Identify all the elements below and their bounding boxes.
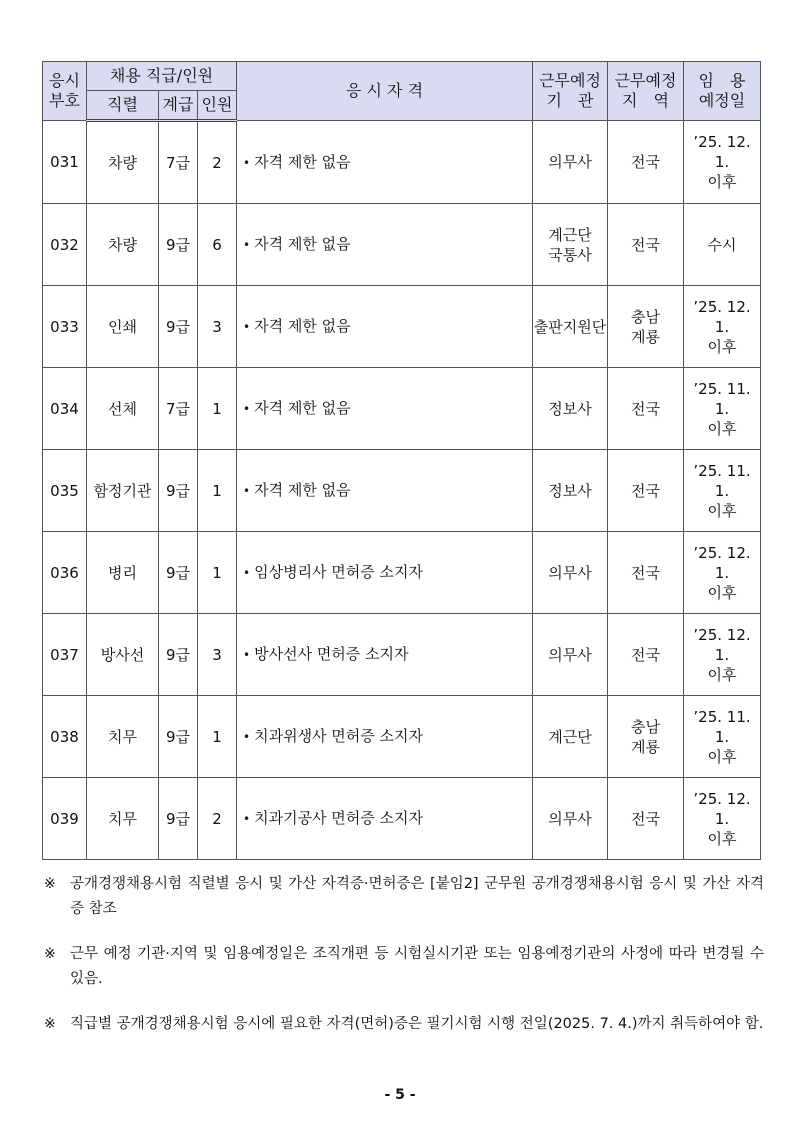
bullet-icon: •: [243, 566, 251, 580]
table-row: [43, 121, 761, 204]
grade-cell: 9급: [159, 204, 198, 286]
qualification-cell: [237, 286, 533, 368]
qualification-text: 방사선사 면허증 소지자: [254, 645, 409, 663]
note-text: 근무 예정 기관·지역 및 임용예정일은 조직개편 등 시험실시기관 또는 임용예정기관의 사정에 따라 변경될 수 있음.: [70, 946, 764, 987]
agency-cell: 의무사: [533, 778, 608, 860]
qualification-text: 자격 제한 없음: [254, 235, 351, 253]
grade-cell: 9급: [159, 286, 198, 368]
date-cell: ’25. 12. 1. 이후: [684, 286, 761, 368]
job-cell: 차량: [87, 121, 159, 204]
bullet-icon: •: [243, 155, 251, 170]
note-item: [44, 942, 764, 992]
agency-cell: 정보사: [533, 368, 608, 450]
table-row: [43, 532, 761, 614]
exam-no-cell: 038: [43, 696, 87, 778]
table-row: [43, 368, 761, 450]
exam-no-cell: 034: [43, 368, 87, 450]
agency-cell: 의무사: [533, 532, 608, 614]
region-cell: 전국: [608, 204, 684, 286]
grade-cell: 7급: [159, 121, 198, 204]
job-cell: 함정기관: [87, 450, 159, 532]
header-grade: 계급: [159, 91, 198, 121]
header-date: 임 용 예정일: [684, 62, 761, 121]
qualification-text: 자격 제한 없음: [254, 399, 351, 417]
recruitment-table: [42, 61, 761, 860]
job-cell: 병리: [87, 532, 159, 614]
bullet-icon: •: [243, 238, 251, 252]
exam-no-cell: 032: [43, 204, 87, 286]
bullet-icon: •: [243, 812, 251, 826]
qualification-text: 자격 제한 없음: [254, 152, 351, 171]
qualification-text: 치과위생사 면허증 소지자: [254, 727, 424, 745]
region-cell: 전국: [608, 614, 684, 696]
grade-cell: 9급: [159, 696, 198, 778]
count-cell: 1: [198, 696, 237, 778]
date-cell: ’25. 12. 1. 이후: [684, 614, 761, 696]
count-cell: 3: [198, 614, 237, 696]
job-cell: 치무: [87, 696, 159, 778]
table-row: [43, 778, 761, 860]
qualification-text: 치과기공사 면허증 소지자: [254, 809, 424, 827]
exam-no-cell: 031: [43, 121, 87, 204]
date-cell: ’25. 12. 1. 이후: [684, 532, 761, 614]
agency-cell: 계근단: [533, 696, 608, 778]
exam-no-cell: 033: [43, 286, 87, 368]
note-text: 직급별 공개경쟁채용시험 응시에 필요한 자격(면허)증은 필기시험 시행 전일(2025. 7. 4.)까지 취득하여야 함.: [70, 1016, 764, 1032]
exam-no-cell: 035: [43, 450, 87, 532]
count-cell: 1: [198, 368, 237, 450]
grade-cell: 7급: [159, 368, 198, 450]
exam-no-cell: 037: [43, 614, 87, 696]
grade-cell: 9급: [159, 532, 198, 614]
region-cell: 전국: [608, 532, 684, 614]
count-cell: 6: [198, 204, 237, 286]
grade-cell: 9급: [159, 778, 198, 860]
region-cell: 전국: [608, 368, 684, 450]
region-cell: 충남 계룡: [608, 696, 684, 778]
header-region: 근무예정 지 역: [608, 62, 684, 121]
qualification-text: 자격 제한 없음: [254, 481, 351, 499]
job-cell: 차량: [87, 204, 159, 286]
region-cell: 전국: [608, 778, 684, 860]
note-item: [44, 872, 764, 922]
job-cell: 인쇄: [87, 286, 159, 368]
bullet-icon: •: [243, 402, 251, 416]
note-mark: ※: [44, 1016, 56, 1032]
header-qualification: 응 시 자 격: [237, 62, 533, 121]
date-cell: ’25. 11. 1. 이후: [684, 368, 761, 450]
exam-no-cell: 036: [43, 532, 87, 614]
qualification-cell: [237, 778, 533, 860]
table-row: [43, 614, 761, 696]
header-count: 인원: [198, 91, 237, 121]
header-agency: 근무예정 기 관: [533, 62, 608, 121]
date-cell: 수시: [684, 204, 761, 286]
date-cell: ’25. 11. 1. 이후: [684, 696, 761, 778]
note-text: 공개경쟁채용시험 직렬별 응시 및 가산 자격증·면허증은 [붙임2] 군무원 공개경쟁채용시험 응시 및 가산 자격증 참조: [70, 876, 764, 917]
bullet-icon: •: [243, 648, 251, 662]
qualification-cell: [237, 368, 533, 450]
region-cell: 충남 계룡: [608, 286, 684, 368]
qualification-text: 자격 제한 없음: [254, 317, 351, 335]
grade-cell: 9급: [159, 614, 198, 696]
date-cell: ’25. 12. 1. 이후: [684, 121, 761, 204]
table-row: [43, 696, 761, 778]
note-item: [44, 1012, 764, 1037]
note-mark: ※: [44, 946, 56, 962]
agency-cell: 출판지원단: [533, 286, 608, 368]
notes-section: [44, 872, 764, 1057]
agency-cell: 계근단 국통사: [533, 204, 608, 286]
region-cell: 전국: [608, 121, 684, 204]
bullet-icon: •: [243, 730, 251, 744]
region-cell: 전국: [608, 450, 684, 532]
agency-cell: 의무사: [533, 121, 608, 204]
header-job: 직렬: [87, 91, 159, 121]
qualification-cell: [237, 450, 533, 532]
date-cell: ’25. 12. 1. 이후: [684, 778, 761, 860]
header-exam-no: 응시 부호: [43, 62, 87, 121]
count-cell: 3: [198, 286, 237, 368]
count-cell: 2: [198, 778, 237, 860]
agency-cell: 정보사: [533, 450, 608, 532]
date-cell: ’25. 11. 1. 이후: [684, 450, 761, 532]
qualification-cell: [237, 696, 533, 778]
job-cell: 치무: [87, 778, 159, 860]
agency-cell: 의무사: [533, 614, 608, 696]
qualification-cell: [237, 614, 533, 696]
count-cell: 1: [198, 450, 237, 532]
table-row: [43, 450, 761, 532]
table-row: [43, 286, 761, 368]
qualification-cell: [237, 532, 533, 614]
bullet-icon: •: [243, 484, 251, 498]
qualification-cell: [237, 204, 533, 286]
table-row: [43, 204, 761, 286]
count-cell: 1: [198, 532, 237, 614]
bullet-icon: •: [243, 320, 251, 334]
grade-cell: 9급: [159, 450, 198, 532]
count-cell: 2: [198, 121, 237, 204]
qualification-cell: [237, 121, 533, 204]
note-mark: ※: [44, 876, 56, 892]
page-number: - 5 -: [384, 1087, 416, 1103]
job-cell: 선체: [87, 368, 159, 450]
job-cell: 방사선: [87, 614, 159, 696]
header-recruit-group: 채용 직급/인원: [87, 62, 237, 91]
exam-no-cell: 039: [43, 778, 87, 860]
qualification-text: 임상병리사 면허증 소지자: [254, 563, 424, 581]
